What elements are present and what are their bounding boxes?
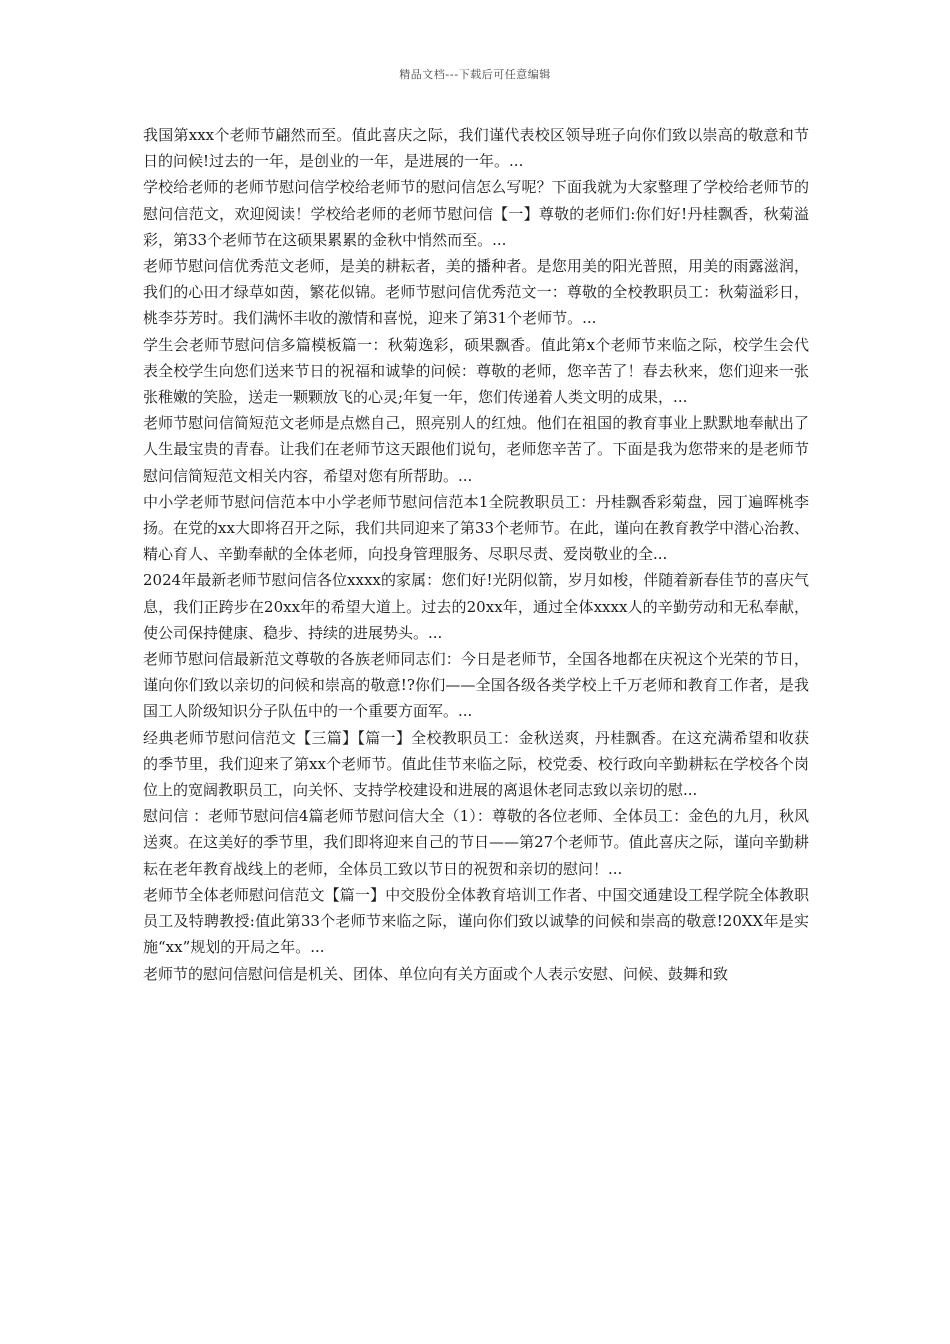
- paragraph: 学生会老师节慰问信多篇模板篇一：秋菊逸彩，硕果飘香。值此第x个老师节来临之际，校学生会代表全校学生向您们送来节日的祝福和诚挚的问候：尊敬的老师，您辛苦了！春去秋来，您们迎来一张张稚嫩的笑脸，送走一颗颗放飞的心灵;年复一年，您们传递着人类文明的成果，...: [143, 335, 809, 407]
- document-body: [143, 122, 809, 987]
- paragraph: 经典老师节慰问信范文【三篇】【篇一】全校教职员工：金秋送爽，丹桂飘香。在这充满希望和收获的季节里，我们迎来了第xx个老师节。值此佳节来临之际，校党委、校行政向辛勤耕耘在学校各个岗位上的宽阔教职员工，向关怀、支持学校建设和进展的离退休老同志致以亲切的慰...: [143, 728, 809, 800]
- paragraph: 老师节慰问信最新范文尊敬的各族老师同志们：今日是老师节，全国各地都在庆祝这个光荣的节日，谨向你们致以亲切的问候和崇高的敬意!?你们——全国各级各类学校上千万老师和教育工作者，是我国工人阶级知识分子队伍中的一个重要方面军。...: [143, 650, 809, 721]
- paragraph: 老师节慰问信简短范文老师是点燃自己，照亮别人的红烛。他们在祖国的教育事业上默默地奉献出了人生最宝贵的青春。让我们在老师节这天跟他们说句，老师您辛苦了。下面是我为您带来的是老师节慰问信简短范文相关内容，希望对您有所帮助。...: [143, 414, 809, 485]
- paragraph: 老师节慰问信优秀范文老师，是美的耕耘者，美的播种者。是您用美的阳光普照，用美的雨露滋润，我们的心田才绿草如茵，繁花似锦。老师节慰问信优秀范文一：尊敬的全校教职员工：秋菊溢彩日，桃李芬芳时。我们满怀丰收的激情和喜悦，迎来了第31个老师节。...: [143, 257, 809, 328]
- paragraph: 我国第xxx个老师节翩然而至。值此喜庆之际，我们谨代表校区领导班子向你们致以崇高的敬意和节日的问候!过去的一年，是创业的一年，是进展的一年。...: [143, 126, 809, 171]
- paragraph: 2024年最新老师节慰问信各位xxxx的家属：您们好!光阴似箭，岁月如梭，伴随着新春佳节的喜庆气息，我们正跨步在20xx年的希望大道上。过去的20xx年，通过全体xxxx人的辛勤劳动和无私奉献，使公司保持健康、稳步、持续的进展势头。...: [143, 571, 809, 642]
- paragraph: 老师节的慰问信慰问信是机关、团体、单位向有关方面或个人表示安慰、问候、鼓舞和致: [143, 964, 729, 983]
- paragraph: 慰问信 ：老师节慰问信4篇老师节慰问信大全（1）：尊敬的各位老师、全体员工：金色的九月，秋风送爽。在这美好的季节里，我们即将迎来自己的节日——第27个老师节。值此喜庆之际，谨向辛勤耕耘在老年教育战线上的老师，全体员工致以节日的祝贺和亲切的慰问！...: [143, 807, 809, 878]
- paragraph: 中小学老师节慰问信范本中小学老师节慰问信范本1全院教职员工：丹桂飘香彩菊盘，园丁遍晖桃李扬。在党的xx大即将召开之际，我们共同迎来了第33个老师节。在此，谨向在教育教学中潜心治教、精心育人、辛勤奉献的全体老师，向投身管理服务、尽职尽责、爱岗敬业的全...: [143, 492, 810, 564]
- paragraph: 老师节全体老师慰问信范文【篇一】中交股份全体教育培训工作者、中国交通建设工程学院全体教职员工及特聘教授:值此第33个老师节来临之际，谨向你们致以诚挚的问候和崇高的敬意!20XX年是实施“xx”规划的开局之年。...: [143, 885, 809, 957]
- page-header: 精品文档---下载后可任意编辑: [399, 68, 551, 81]
- paragraph: 学校给老师的老师节慰问信学校给老师节的慰问信怎么写呢？下面我就为大家整理了学校给老师节的慰问信范文，欢迎阅读！学校给老师的老师节慰问信【一】尊敬的老师们:你们好!丹桂飘香，秋菊溢彩，第33个老师节在这硕果累累的金秋中悄然而至。...: [143, 178, 809, 249]
